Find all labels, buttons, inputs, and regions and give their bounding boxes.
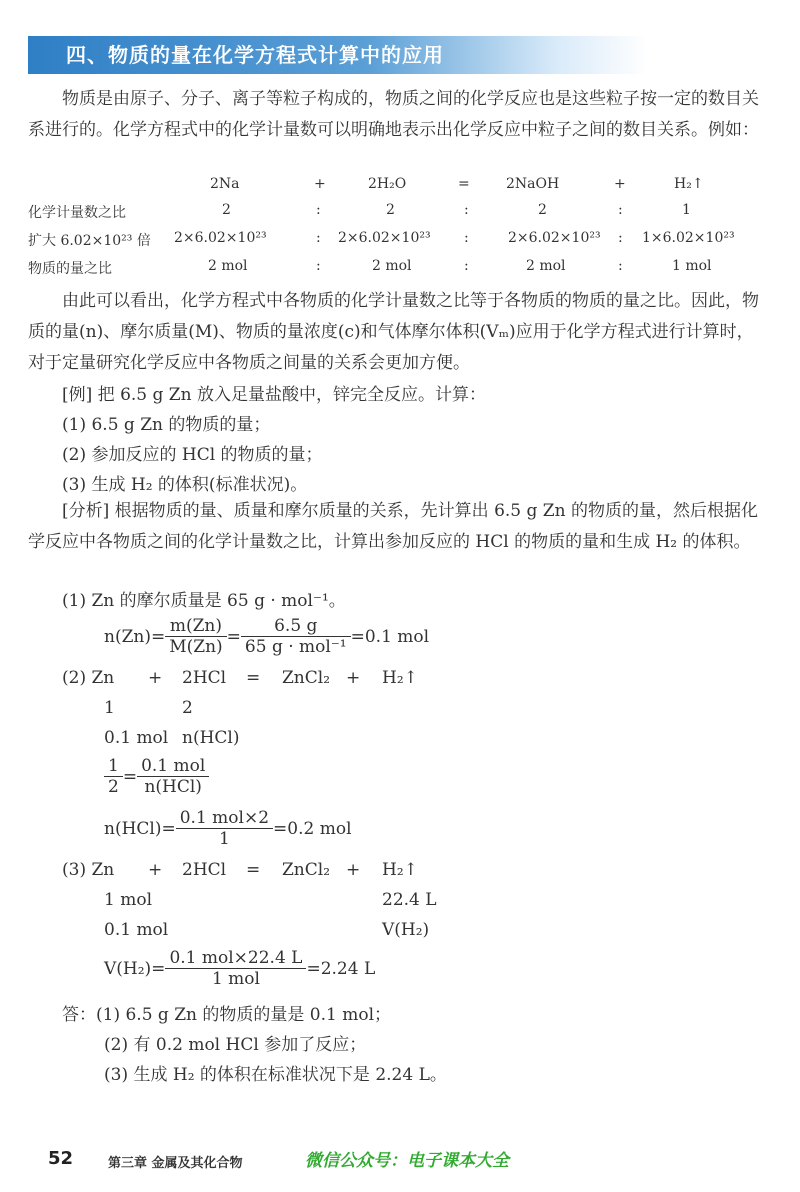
eq-cell: 2NaOH: [506, 176, 560, 192]
section-title: 四、物质的量在化学方程式计算中的应用: [66, 43, 444, 67]
table-cell: :: [316, 202, 321, 218]
answer-1: 答：(1) 6.5 g Zn 的物质的量是 0.1 mol；: [62, 1005, 392, 1025]
eq-cell: =: [458, 176, 470, 192]
table-cell: :: [316, 230, 321, 246]
fraction: $\frac{1}{2}$: [104, 756, 123, 797]
amount-value: 1 mol: [104, 890, 153, 910]
eq-cell: 2Na: [210, 176, 240, 192]
formula-v-h2: V(H₂)= $\frac{\text{0.1 mol×22.4 L}}{\text{1 mol}}$ =2.24 L: [104, 948, 376, 989]
ratio-value: 1: [104, 698, 115, 718]
amount-value: n(HCl): [182, 728, 240, 748]
amount-value: 0.1 mol: [104, 920, 169, 940]
watermark-text: 微信公众号：电子课本大全: [305, 1151, 509, 1171]
formula-lhs: n(Zn)=: [104, 626, 166, 647]
section-title-banner: [28, 36, 648, 74]
row-label: 物质的量之比: [28, 261, 112, 277]
proportion-formula: $\frac{1}{2}$ = $\frac{\text{0.1 mol}}{\text{n(HCl)}}$: [104, 756, 209, 797]
example-question-3: (3) 生成 H₂ 的体积(标准状况)。: [62, 475, 308, 495]
answer-2: (2) 有 0.2 mol HCl 参加了反应；: [104, 1035, 367, 1055]
eq-cell: H₂↑: [674, 176, 704, 192]
eq-cell: +: [314, 176, 326, 192]
amount-value: V(H₂): [382, 920, 430, 940]
table-cell: 2×6.02×10²³: [338, 230, 431, 246]
table-cell: 2×6.02×10²³: [508, 230, 601, 246]
table-cell: :: [464, 230, 469, 246]
table-cell: 1: [682, 202, 691, 218]
table-row: [28, 230, 768, 256]
answer-3: (3) 生成 H₂ 的体积在标准状况下是 2.24 L。: [104, 1065, 447, 1085]
fraction: $\frac{\text{0.1 mol}}{\text{n(HCl)}}$: [137, 756, 209, 797]
table-cell: 2: [386, 202, 395, 218]
amount-value: 0.1 mol: [104, 728, 169, 748]
amount-value: 22.4 L: [382, 890, 437, 910]
formula-n-hcl: n(HCl)= $\frac{\text{0.1 mol×2}}{1}$ =0.2 mol: [104, 808, 352, 849]
example-question-2: (2) 参加反应的 HCl 的物质的量；: [62, 445, 323, 465]
analysis-paragraph: [分析] 根据物质的量、质量和摩尔质量的关系，先计算出 6.5 g Zn 的物质的量，然后根据化学反应中各物质之间的化学计量数之比，计算出参加反应的 HCl 的物质的量和生成 H₂ 的体积。: [28, 501, 758, 552]
example-prompt: [例] 把 6.5 g Zn 放入足量盐酸中，锌完全反应。计算：: [62, 385, 486, 405]
chapter-label: 第三章 金属及其化合物: [108, 1156, 243, 1171]
equation-row: [28, 176, 768, 202]
table-cell: 1 mol: [672, 258, 712, 274]
row-label: 扩大 6.02×10²³ 倍: [28, 233, 151, 249]
example-question-1: (1) 6.5 g Zn 的物质的量；: [62, 415, 271, 435]
table-cell: :: [618, 230, 623, 246]
eq-cell: +: [614, 176, 626, 192]
table-cell: :: [618, 258, 623, 274]
row-label: 化学计量数之比: [28, 205, 126, 221]
table-cell: 1×6.02×10²³: [642, 230, 735, 246]
table-cell: 2 mol: [526, 258, 566, 274]
page-number: 52: [48, 1148, 74, 1169]
ratio-value: 2: [182, 698, 193, 718]
fraction: $\frac{\text{0.1 mol×2}}{1}$: [176, 808, 273, 849]
table-cell: 2: [222, 202, 231, 218]
table-cell: 2: [538, 202, 547, 218]
fraction: $\frac{6.5 g}{\text{65 g · mol⁻¹}}$: [241, 616, 351, 657]
fraction: $\frac{\text{0.1 mol×22.4 L}}{\text{1 mol}}$: [165, 948, 306, 989]
table-cell: :: [464, 202, 469, 218]
eq-cell: 2H₂O: [368, 176, 407, 192]
solution-step-1: (1) Zn 的摩尔质量是 65 g · mol⁻¹。: [62, 591, 346, 611]
conclusion-paragraph: 由此可以看出，化学方程式中各物质的化学计量数之比等于各物质的物质的量之比。因此，物质的量(n)、摩尔质量(M)、物质的量浓度(c)和气体摩尔体积(Vₘ)应用于化学方程式进行计算时，对于定量研究化学反应中各物质之间量的关系会更加方便。: [28, 291, 759, 373]
table-cell: 2 mol: [372, 258, 412, 274]
table-row: [28, 202, 768, 228]
formula-rhs: =0.1 mol: [350, 626, 430, 647]
table-cell: :: [618, 202, 623, 218]
table-row: [28, 258, 768, 284]
formula-n-zn: n(Zn)= $\frac{m(Zn)}{M(Zn)}$ = $\frac{6.5 g}{\text{65 g · mol⁻¹}}$ =0.1 mol: [104, 616, 430, 657]
table-cell: 2 mol: [208, 258, 248, 274]
intro-paragraph: 物质是由原子、分子、离子等粒子构成的，物质之间的化学反应也是这些粒子按一定的数目关系进行的。化学方程式中的化学计量数可以明确地表示出化学反应中粒子之间的数目关系。例如：: [28, 89, 759, 140]
table-cell: :: [464, 258, 469, 274]
table-cell: 2×6.02×10²³: [174, 230, 267, 246]
fraction: $\frac{m(Zn)}{M(Zn)}$: [165, 616, 226, 657]
table-cell: :: [316, 258, 321, 274]
